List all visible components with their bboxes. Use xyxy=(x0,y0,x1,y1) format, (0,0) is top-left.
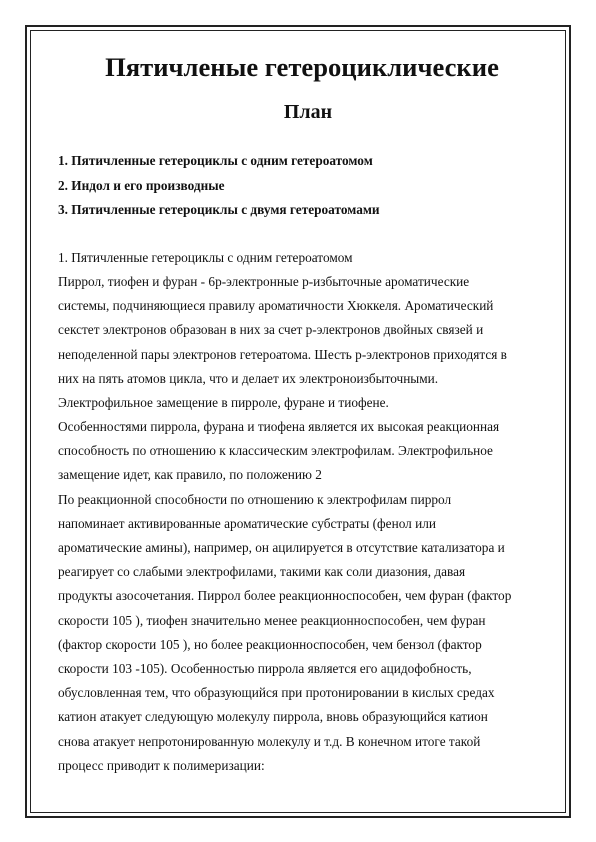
text-line: способность по отношению к классическим электрофилам. Электрофильное xyxy=(58,443,493,459)
text-line: По реакционной способности по отношению к электрофилам пиррол xyxy=(58,491,452,507)
plan-list xyxy=(58,149,538,223)
section-heading: 1. Пятичленные гетероциклы с одним гетероатомом xyxy=(58,249,353,265)
text-line: ароматические амины), например, он ацилируется в отсутствие катализатора и xyxy=(58,540,505,556)
text-line: катион атакует следующую молекулу пиррола, вновь образующийся катион xyxy=(58,709,488,725)
text-line: секстет электронов образован в них за счет р-электронов двойных связей и xyxy=(58,322,484,338)
text-line: снова атакует непротонированную молекулу и т.д. В конечном итоге такой xyxy=(58,733,481,749)
text-line: Электрофильное замещение в пирроле, фуране и тиофене. xyxy=(58,394,389,410)
body-text xyxy=(58,246,538,778)
text-line: (фактор скорости 105 ), но более реакционноспособен, чем бензол (фактор xyxy=(58,636,482,652)
text-line: замещение идет, как правило, по положению 2 xyxy=(58,467,322,483)
text-line: системы, подчиняющиеся правилу ароматичности Хюккеля. Ароматический xyxy=(58,298,494,314)
text-line: них на пять атомов цикла, что и делает их электроноизбыточными. xyxy=(58,370,439,386)
text-line: обусловленная тем, что образующийся при протонировании в кислых средах xyxy=(58,685,495,701)
text-line: продукты азосочетания. Пиррол более реакционноспособен, чем фуран (фактор xyxy=(58,588,512,604)
text-line: неподеленной пары электронов гетероатома. Шесть р-электронов приходятся в xyxy=(58,346,507,362)
plan-heading: План xyxy=(283,101,333,123)
text-line: напоминает активированные ароматические субстраты (фенол или xyxy=(58,515,436,531)
document-content xyxy=(58,52,538,778)
text-line: процесс приводит к полимеризации: xyxy=(58,757,265,773)
text-line: скорости 103 -105). Особенностью пиррола является его ацидофобность, xyxy=(58,660,472,676)
text-line: реагирует со слабыми электрофилами, такими как соли диазония, давая xyxy=(58,564,466,580)
document-title: Пятичленые гетероциклические xyxy=(105,52,499,82)
text-line: скорости 105 ), тиофен значительно менее реакционноспособен, чем фуран xyxy=(58,612,486,628)
text-line: Особенностями пиррола, фурана и тиофена является их высокая реакционная xyxy=(58,419,500,435)
text-line: Пиррол, тиофен и фуран - 6р-электронные р-избыточные ароматические xyxy=(58,273,470,289)
plan-item: 2. Индол и его производные xyxy=(58,177,225,193)
plan-item: 3. Пятичленные гетероциклы с двумя гетероатомами xyxy=(58,202,380,218)
plan-item: 1. Пятичленные гетероциклы с одним гетероатомом xyxy=(58,153,373,168)
